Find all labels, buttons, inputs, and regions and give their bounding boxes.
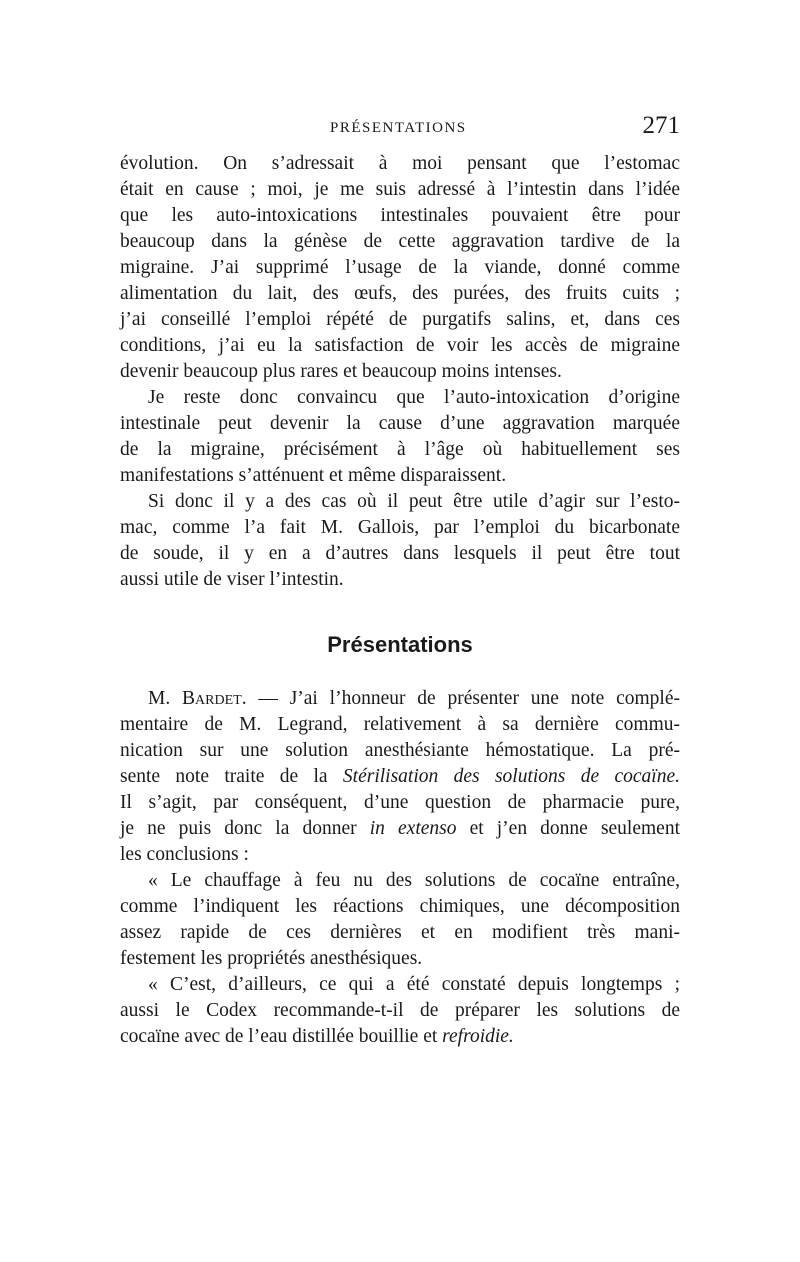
quote-line: aussi le Codex recommande-t-il de préparer les solutions de [120,1000,680,1021]
running-title: PRÉSENTATIONS [330,120,467,136]
text-line [120,816,680,842]
text-line: de la migraine, précisément à l’âge où habituellement ses [120,439,680,460]
text-line: Il s’agit, par conséquent, d’une question de pharmacie pure, [120,792,680,813]
italic-phrase: in extenso [369,818,457,839]
text-line: les conclusions : [120,844,249,865]
speaker-prefix: M. [148,688,183,709]
section-title: Présentations [327,632,473,657]
line-text: cocaïne avec de l’eau distillée bouillie et [120,1026,443,1047]
text-line: Je reste donc convaincu que l’auto-intoxication d’origine [148,387,680,408]
text-line: était en cause ; moi, je me suis adressé à l’intestin dans l’idée [120,179,680,200]
text-line: Si donc il y a des cas où il peut être utile d’agir sur l’esto- [148,491,680,512]
text-line: de soude, il y en a d’autres dans lesquels il peut être tout [120,543,680,564]
quote-line: assez rapide de ces dernières et en modifient très mani- [120,922,680,943]
line-text: et j’en donne seulement [456,818,680,839]
text-line: que les auto-intoxications intestinales pouvaient être pour [120,205,680,226]
text-line: évolution. On s’adressait à moi pensant que l’estomac [120,153,680,174]
text-line: manifestations s’atténuent et même disparaissent. [120,465,507,486]
quote-line: « C’est, d’ailleurs, ce qui a été constaté depuis longtemps ; [148,974,680,995]
quote-line: « Le chauffage à feu nu des solutions de cocaïne entraîne, [148,870,680,891]
running-head [120,112,680,144]
text-line: migraine. J’ai supprimé l’usage de la viande, donné comme [120,257,680,278]
text-line: alimentation du lait, des œufs, des purées, des fruits cuits ; [120,283,680,304]
text-line [120,764,680,790]
text-line: intestinale peut devenir la cause d’une aggravation marquée [120,413,680,434]
quote-line: comme l’indiquent les réactions chimiques, une décomposition [120,896,680,917]
quote-line [120,1024,680,1050]
text-line: devenir beaucoup plus rares et beaucoup moins intenses. [120,361,562,382]
section-body [120,686,680,1050]
text-line: mentaire de M. Legrand, relativement à sa dernière commu- [120,714,680,735]
text-line: j’ai conseillé l’emploi répété de purgatifs salins, et, dans ces [120,309,680,330]
italic-title: Stérilisation des solutions de cocaïne. [342,766,680,787]
body-text [120,151,680,593]
quote-line: festement les propriétés anesthésiques. [120,948,423,969]
line-text: . — J’ai l’honneur de présenter une note complé- [241,688,680,709]
text-line: mac, comme l’a fait M. Gallois, par l’emploi du bicarbonate [120,517,680,538]
line-text: je ne puis donc la donner [120,818,370,839]
speaker-name: Bardet [182,688,242,709]
text-line: nication sur une solution anesthésiante hémostatique. La pré- [120,740,680,761]
line-text: sente note traite de la [120,766,343,787]
text-line: aussi utile de viser l’intestin. [120,569,344,590]
text-line: beaucoup dans la génèse de cette aggravation tardive de la [120,231,680,252]
text-line [120,686,680,712]
page-number: 271 [642,112,680,139]
text-line: conditions, j’ai eu la satisfaction de voir les accès de migraine [120,335,680,356]
italic-word: refroidie. [442,1026,514,1047]
